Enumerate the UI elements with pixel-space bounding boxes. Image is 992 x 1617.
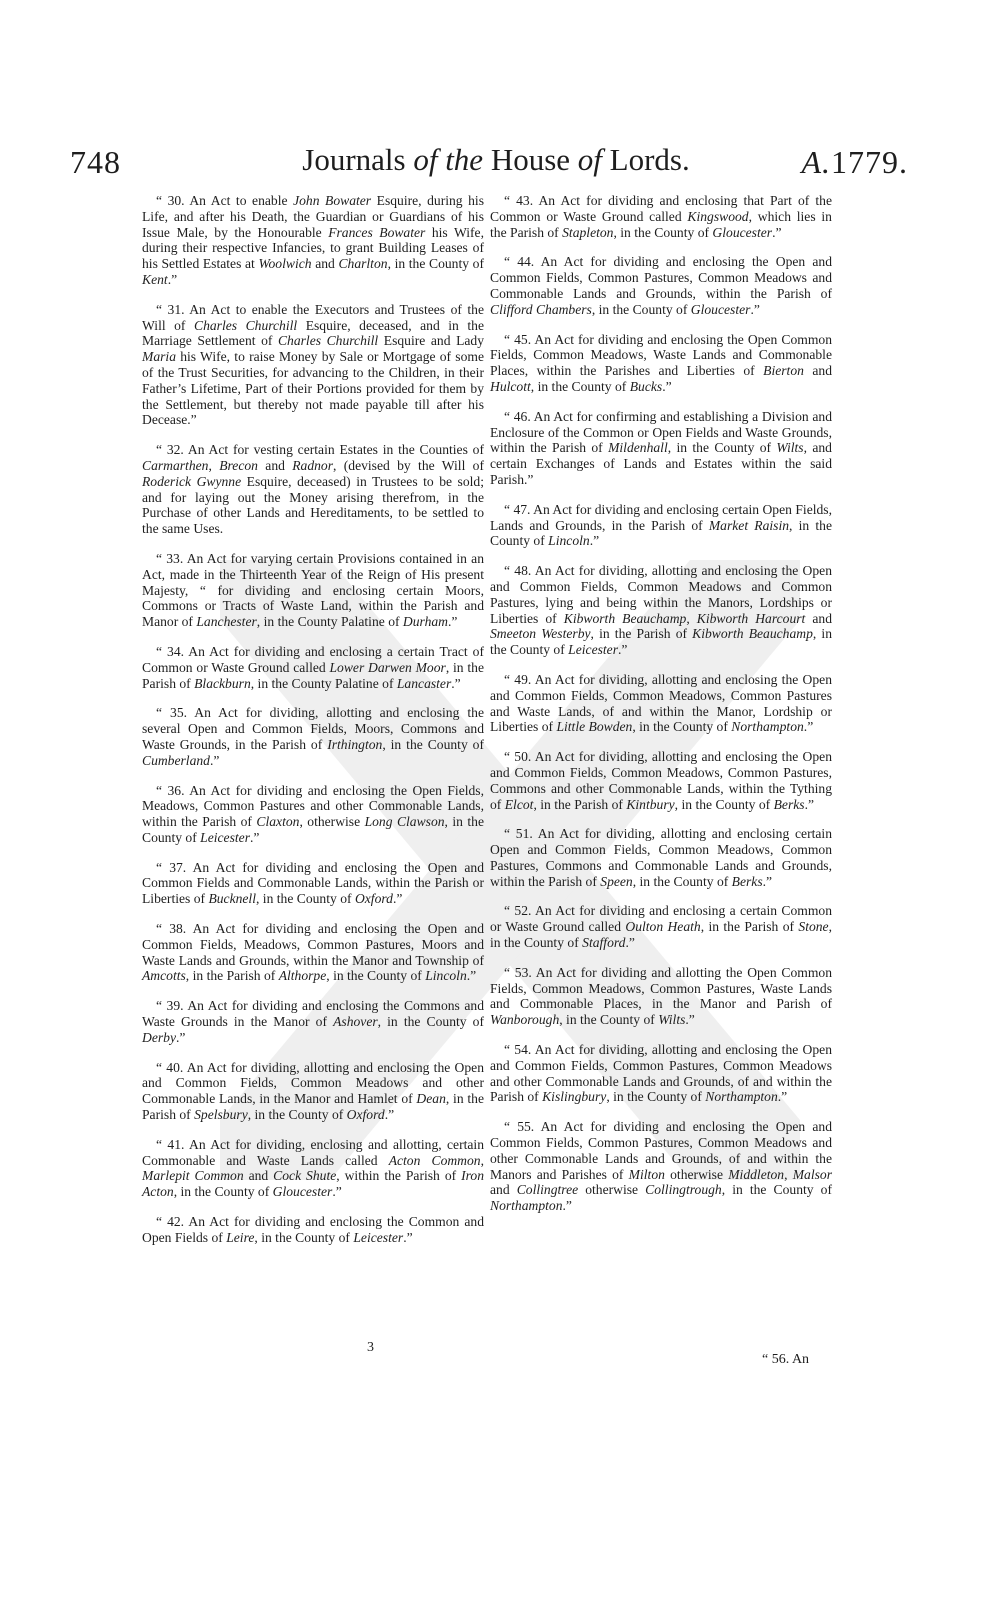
title-part-1: Journals <box>302 142 414 177</box>
entry-italic-name: Lanchester <box>196 614 257 630</box>
entry-text: .” <box>209 752 220 768</box>
act-entry-45 <box>490 332 832 395</box>
entry-text: “ 50. An Act for dividing, allotting and enclosing the Open and Common Fields, Common Meadows, Common Pastures, Commons and other Commonable Lands, within the Tything of <box>490 749 832 812</box>
entry-italic-name: Acton Common <box>388 1152 481 1168</box>
entry-text: Esquire, deceased) in Trustees to be sold; and for laying out the Money arising therefrom, in the Purchase of other Lands and Hereditaments, to be settled to the same Uses. <box>142 473 484 537</box>
entry-text: , in the County of <box>256 891 355 907</box>
year-prefix: A. <box>801 144 831 180</box>
entry-text: , in the Parish of <box>533 796 627 812</box>
entry-italic-name: Bucks <box>629 378 663 394</box>
entry-italic-name: Ashover <box>333 1014 378 1030</box>
entry-italic-name: Kibworth Beauchamp <box>563 610 687 626</box>
entry-italic-name: Northampton <box>705 1089 778 1105</box>
entry-text: “ 30. An Act to enable <box>156 193 294 208</box>
entry-text: “ 31. An Act to enable the Executors and Trustees of the Will of <box>142 301 484 333</box>
entry-italic-name: Dean <box>416 1091 446 1107</box>
entry-italic-name: Leicester <box>200 829 250 845</box>
entry-text: .” <box>250 829 260 845</box>
entry-text: , <box>208 457 220 473</box>
entry-italic-name: Gloucester <box>690 301 751 317</box>
entry-text: .” <box>589 533 600 549</box>
entry-text: , <box>686 610 697 626</box>
entry-text: , in the County of <box>173 1184 273 1200</box>
entry-italic-name: Irthington <box>327 736 383 752</box>
entry-italic-name: Spelsbury <box>194 1107 248 1123</box>
entry-italic-name: Oulton Heath <box>625 919 701 935</box>
entry-text: , in the County of <box>490 919 832 951</box>
entry-text: , in the County of <box>606 1089 706 1105</box>
entry-text: “ 32. An Act for vesting certain Estates in the Counties of <box>156 442 484 458</box>
entry-text: and <box>805 610 832 626</box>
entry-italic-name: Oxford <box>346 1107 385 1123</box>
entry-text: “ 52. An Act for dividing and enclosing a certain Common or Waste Ground called <box>490 903 832 935</box>
entry-text: “ 46. An Act for confirming and establishing a Division and Enclosure of the Common or Open Fields and Waste Grounds, within the Parish of <box>490 408 832 456</box>
act-entry-31 <box>142 302 484 428</box>
entry-text: “ 34. An Act for dividing and enclosing a certain Tract of Common or Waste Ground called <box>142 643 484 675</box>
act-entry-52 <box>490 903 832 950</box>
entry-text: “ 53. An Act for dividing and allotting the Open Common Fields, Common Meadows, Common Pastures, Waste Lands and Commonable Places, in the Manor and Parish of <box>490 964 832 1012</box>
entry-italic-name: Clifford Chambers <box>490 301 592 317</box>
page-header <box>0 140 992 190</box>
entry-text: “ 36. An Act for dividing and enclosing the Open Fields, Meadows, Common Pastures and other Commonable Lands, within the Parish of <box>142 782 484 830</box>
entry-italic-name: Kingswood <box>687 208 749 224</box>
entry-italic-name: Gloucester <box>712 224 773 240</box>
act-entry-44 <box>490 254 832 317</box>
entry-italic-name: Lincoln <box>548 533 590 549</box>
entry-italic-name: Charles Churchill <box>194 317 298 333</box>
entry-italic-name: Marlepit Common <box>142 1168 244 1184</box>
act-entry-50 <box>490 749 832 812</box>
entry-italic-name: Middleton <box>728 1166 785 1182</box>
act-entry-37 <box>142 860 484 907</box>
act-entry-36 <box>142 783 484 846</box>
entry-italic-name: Collingtrough <box>645 1182 722 1198</box>
act-entry-54 <box>490 1042 832 1105</box>
entry-text: , which lies in the Parish of <box>490 208 832 240</box>
entry-italic-name: Kislingbury <box>542 1089 607 1105</box>
act-entry-42 <box>142 1214 484 1246</box>
entry-text: otherwise <box>578 1182 646 1198</box>
act-entry-34 <box>142 644 484 691</box>
entry-text: .” <box>167 271 178 287</box>
entry-text: “ 48. An Act for dividing, allotting and enclosing the Open and Common Fields, Common Meadows and Common Pastures, lying and being within the Manors, Lordships or Liberties of <box>490 563 832 626</box>
entry-italic-name: Speen <box>600 873 633 889</box>
entry-text: , in the County of <box>632 719 732 735</box>
entry-text: Esquire, during his Life, and after his Death, the Guardian or Guardians of his Issue Male, by the Honourable <box>142 193 484 240</box>
catchword: “ 56. An <box>762 1352 810 1367</box>
act-entry-30 <box>142 193 484 288</box>
entry-text: .” <box>384 1107 395 1123</box>
entry-italic-name: Market Raisin <box>708 517 790 533</box>
act-entry-35 <box>142 705 484 768</box>
entry-text: , in the Parish of <box>142 1091 484 1123</box>
title-of-the: of the <box>413 142 484 177</box>
entry-italic-name: Bierton <box>763 363 804 379</box>
title-part-3: Lords. <box>601 142 690 177</box>
entry-text: , in the County of <box>326 968 426 984</box>
entry-text: , in the County Palatine of <box>256 614 403 630</box>
entry-text: .” <box>466 968 477 984</box>
entry-text: .” <box>392 891 403 907</box>
entry-text: .” <box>685 1012 695 1028</box>
entry-text: , in the County of <box>254 1229 354 1245</box>
entry-italic-name: Stafford <box>582 935 626 951</box>
entry-italic-name: Gloucester <box>272 1184 333 1200</box>
entry-italic-name: Radnor <box>292 457 334 473</box>
entry-text: , in the County of <box>490 626 832 658</box>
entry-text: , in the County of <box>674 796 774 812</box>
entry-italic-name: Kintbury <box>626 796 675 812</box>
entry-text: .” <box>804 796 814 812</box>
entry-text: .” <box>562 1198 572 1214</box>
left-column <box>142 193 484 1258</box>
entry-text: , in the County Palatine of <box>250 675 397 691</box>
entry-text: .” <box>777 1089 788 1105</box>
entry-italic-name: Bucknell <box>208 891 256 907</box>
entry-italic-name: Kibworth Harcourt <box>696 610 806 626</box>
entry-italic-name: Little Bowden <box>556 719 633 735</box>
entry-italic-name: Derby <box>142 1029 176 1045</box>
entry-text: “ 37. An Act for dividing and enclosing the Open and Common Fields and Commonable Lands, within the Parish or Liberties of <box>142 859 484 907</box>
entry-text: and <box>243 1168 274 1184</box>
entry-italic-name: Milton <box>628 1166 665 1182</box>
entry-italic-name: Elcot <box>504 796 534 812</box>
entry-text: “ 49. An Act for dividing, allotting and enclosing the Open and Common Fields, Common Meadows, Common Pastures and Waste Lands, of and within the Manor, Lordship or Liberties of <box>490 671 832 735</box>
year-label <box>801 144 908 181</box>
entry-italic-name: Stapleton <box>562 224 614 240</box>
entry-italic-name: Lincoln <box>425 968 467 984</box>
entry-italic-name: Cumberland <box>142 752 210 768</box>
entry-italic-name: Amcotts <box>142 968 186 984</box>
entry-text: “ 44. An Act for dividing and enclosing the Open and Common Fields, Common Pastures, Common Meadows and Commonable Lands and Grounds, within the Parish of <box>490 254 832 301</box>
entry-italic-name: Smeeton Westerby <box>490 626 591 642</box>
entry-italic-name: Leicester <box>353 1229 404 1245</box>
entry-text: “ 39. An Act for dividing and enclosing the Commons and Waste Grounds in the Manor of <box>142 998 484 1030</box>
entry-text: “ 55. An Act for dividing and enclosing the Open and Common Fields, Common Pastures, Common Meadows and other Commonable Lands and Grounds, of and within the Manors and Parishes of <box>490 1119 832 1182</box>
entry-text: “ 51. An Act for dividing, allotting and enclosing certain Open and Common Fields, Common Meadows, Common Pastures, Commons and Commonable Lands and Grounds, within the Parish of <box>490 826 832 889</box>
entry-text: .” <box>803 719 814 735</box>
entry-text: “ 40. An Act for dividing, allotting and enclosing the Open and Common Fields, Common Meadows and other Commonable Lands, in the Manor and Hamlet of <box>142 1059 484 1107</box>
entry-text: .” <box>451 675 461 691</box>
act-entry-40 <box>142 1060 484 1123</box>
entry-text: “ 47. An Act for dividing and enclosing certain Open Fields, Lands and Grounds, in the Parish of <box>490 501 832 533</box>
act-entry-38 <box>142 921 484 984</box>
entry-text: , in the Parish of <box>590 626 693 642</box>
entry-text: “ 43. An Act for dividing and enclosing that Part of the Common or Waste Ground called <box>490 193 832 224</box>
entry-italic-name: Lower Darwen Moor <box>329 659 446 675</box>
entry-text: .” <box>662 378 672 394</box>
entry-text: his Wife, to raise Money by Sale or Mortgage of some of the Trust Securities, for advancing to the Children, in their Father’s Lifetime, Part of their Portions provided for them by the Settlement, but thereby not made payable till after his Decease.” <box>142 349 484 428</box>
entry-text: .” <box>772 224 782 240</box>
entry-text: “ 45. An Act for dividing and enclosing the Open Common Fields, Common Meadows, Waste Lands and Commonable Places, within the Parishes and Liberties of <box>490 331 832 379</box>
entry-text: “ 41. An Act for dividing, enclosing and allotting, certain Commonable and Waste Lands called <box>142 1136 484 1168</box>
act-entry-43 <box>490 193 832 240</box>
entry-text: and <box>803 363 832 379</box>
act-entry-32 <box>142 442 484 537</box>
entry-italic-name: Berks <box>773 796 805 812</box>
right-column <box>490 193 832 1226</box>
act-entry-48 <box>490 563 832 658</box>
entry-italic-name: Berks <box>731 873 763 889</box>
entry-text: .” <box>750 301 760 317</box>
entry-text: .” <box>618 642 628 658</box>
entry-italic-name: Collingtree <box>516 1182 579 1198</box>
entry-text: and <box>257 457 293 473</box>
entry-italic-name: Blackburn <box>194 675 251 691</box>
entry-italic-name: Carmarthen <box>142 457 209 473</box>
entry-text: , in the County of <box>667 440 777 456</box>
entry-text: .” <box>762 873 773 889</box>
entry-text: , in the Parish of <box>185 968 279 984</box>
entry-italic-name: Woolwich <box>258 256 312 272</box>
entry-text: “ 38. An Act for dividing and enclosing the Open and Common Fields, Meadows, Common Pastures, Moors and Waste Lands and Grounds, within the Manor and Township of <box>142 921 484 968</box>
entry-text: , (devised by the Will of <box>333 457 484 473</box>
act-entry-55 <box>490 1119 832 1214</box>
entry-italic-name: Iron Acton <box>142 1168 484 1200</box>
entry-text: , in the County of <box>490 517 832 549</box>
entry-text: , in the County of <box>387 256 484 272</box>
entry-text: , otherwise <box>299 814 365 830</box>
entry-italic-name: Leicester <box>568 642 619 658</box>
entry-text: , in the Parish of <box>142 659 484 691</box>
entry-text: his Wife, during their respective Infancies, to grant Building Leases of his Settled Estates at <box>142 224 484 272</box>
entry-italic-name: Leire <box>226 1229 255 1245</box>
entry-text: , <box>784 1166 793 1182</box>
entry-text: , in the County of <box>721 1182 832 1198</box>
entry-text: , in the County of <box>377 1014 484 1030</box>
act-entry-39 <box>142 998 484 1045</box>
title-of: of <box>577 142 602 177</box>
title-part-2: House <box>483 142 578 177</box>
entry-text: “ 42. An Act for dividing and enclosing the Common and Open Fields of <box>142 1214 484 1245</box>
entry-text: “ 54. An Act for dividing, allotting and enclosing the Open and Common Fields, Common Pastures, Common Meadows and other Commonable Lands and Grounds, of and within the Parish of <box>490 1042 832 1105</box>
entry-italic-name: Stone <box>798 919 829 935</box>
act-entry-51 <box>490 826 832 889</box>
act-entry-49 <box>490 672 832 735</box>
entry-text: , in the County of <box>382 736 484 752</box>
entry-text: , in the County of <box>559 1012 659 1028</box>
entry-text: Esquire and Lady <box>378 333 484 349</box>
act-entry-41 <box>142 1137 484 1200</box>
entry-italic-name: Wanborough <box>490 1012 560 1028</box>
entry-italic-name: Northampton <box>731 719 804 735</box>
entry-italic-name: Wilts <box>658 1012 686 1028</box>
entry-text: , in the County of <box>613 224 713 240</box>
entry-text: , in the County of <box>591 301 691 317</box>
act-entry-47 <box>490 502 832 549</box>
entry-italic-name: Claxton <box>256 814 300 830</box>
entry-text: and <box>490 1182 517 1198</box>
entry-text: .” <box>448 614 458 630</box>
entry-italic-name: Cock Shute <box>273 1168 337 1184</box>
entry-text: , in the Parish of <box>700 919 799 935</box>
page-number: 748 <box>70 144 121 180</box>
entry-italic-name: John Bowater <box>293 193 372 208</box>
entry-text: , <box>480 1152 484 1168</box>
entry-italic-name: Charles Churchill <box>277 333 379 349</box>
entry-italic-name: Long Clawson <box>364 814 445 830</box>
signature-mark: 3 <box>367 1340 374 1355</box>
entry-italic-name: Brecon <box>219 457 258 473</box>
entry-italic-name: Oxford <box>354 891 393 907</box>
entry-italic-name: Althorpe <box>278 968 327 984</box>
entry-italic-name: Durham <box>402 614 448 630</box>
entry-text: , in the County of <box>142 814 484 845</box>
entry-text: , in the County of <box>632 873 732 889</box>
entry-italic-name: Northampton <box>490 1198 563 1214</box>
entry-italic-name: Roderick Gwynne <box>142 473 242 489</box>
entry-italic-name: Wilts <box>776 440 804 456</box>
entry-italic-name: Kibworth Beauchamp <box>692 626 813 642</box>
entry-text: , in the County of <box>247 1107 347 1123</box>
entry-text: , in the County of <box>530 378 630 394</box>
entry-text: otherwise <box>664 1166 729 1182</box>
entry-text: , within the Parish of <box>336 1168 462 1184</box>
entry-text: .” <box>403 1229 413 1245</box>
act-entry-33 <box>142 551 484 630</box>
entry-italic-name: Hulcott <box>490 378 531 394</box>
entry-text: and <box>311 256 339 272</box>
entry-italic-name: Maria <box>142 349 176 365</box>
entry-text: “ 35. An Act for dividing, allotting and enclosing the several Open and Common Fields, Moors, Commons and Waste Grounds, in the Parish of <box>142 705 484 752</box>
act-entry-53 <box>490 965 832 1028</box>
entry-italic-name: Malsor <box>792 1166 833 1182</box>
entry-text: “ 33. An Act for varying certain Provisions contained in an Act, made in the Thirteenth Year of the Reign of His present Majesty, “ for dividing and enclosing certain Moors, Commons or Tracts of Waste Land, within the Parish and Manor of <box>142 550 484 630</box>
entry-text: Esquire, deceased, and in the Marriage Settlement of <box>142 317 484 349</box>
entry-text: .” <box>625 935 635 951</box>
entry-italic-name: Charlton <box>338 256 388 272</box>
entry-italic-name: Lancaster <box>396 675 452 691</box>
entry-text: , and certain Exchanges of Lands and Estates within the said Parish.” <box>490 440 832 487</box>
entry-italic-name: Mildenhall <box>608 440 668 456</box>
entry-text: .” <box>175 1029 186 1045</box>
entry-text: .” <box>332 1184 342 1200</box>
entry-italic-name: Kent <box>142 271 168 287</box>
act-entry-46 <box>490 409 832 488</box>
year-value: 1779. <box>831 144 908 180</box>
entry-italic-name: Frances Bowater <box>328 224 426 240</box>
